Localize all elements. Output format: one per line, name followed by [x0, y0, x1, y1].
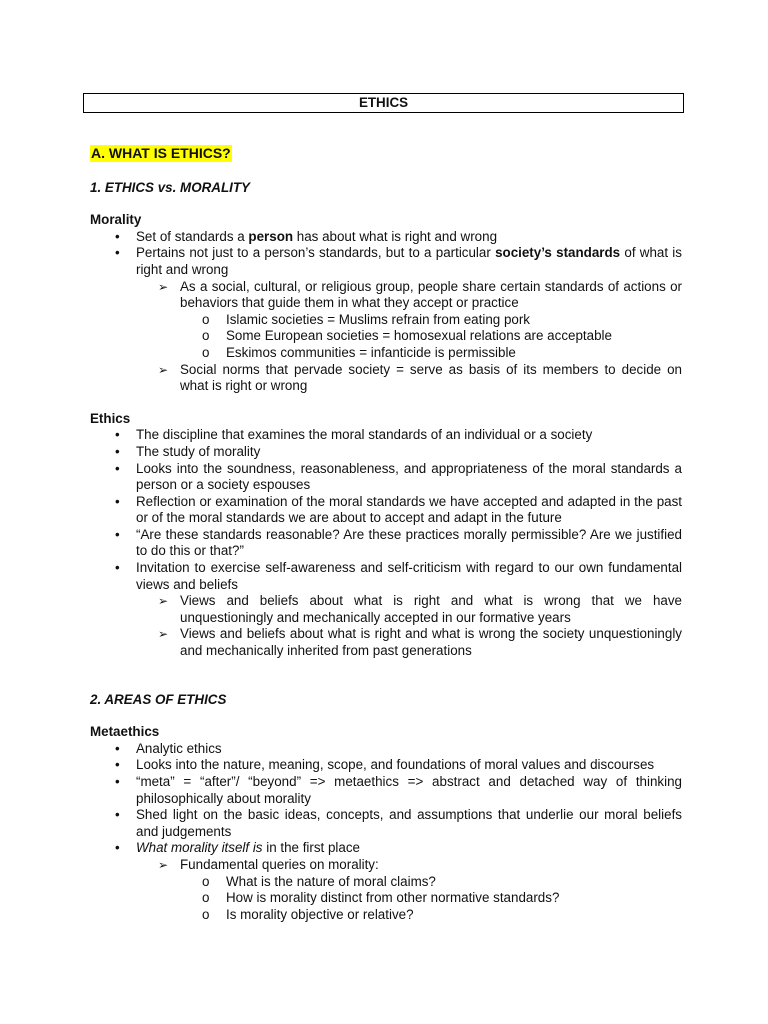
document-title: ETHICS: [83, 93, 684, 113]
circle-bullet-icon: o: [202, 344, 210, 360]
circle-bullet-icon: o: [202, 873, 210, 889]
arrow-bullet-icon: ➢: [158, 627, 169, 642]
list-item: • “Are these standards reasonable? Are these practices morally permissible? Are we justified to do this or that?”: [90, 527, 682, 560]
arrow-bullet-icon: ➢: [158, 857, 169, 872]
arrow-bullet-icon: ➢: [158, 279, 169, 294]
arrow-bullet-icon: ➢: [158, 362, 169, 377]
circle-bullet-icon: o: [202, 890, 210, 906]
list-item: • Shed light on the basic ideas, concepts, and assumptions that underlie our moral beliefs and judgements: [90, 807, 682, 840]
list-item: o Some European societies = homosexual relations are acceptable: [202, 328, 612, 344]
list-item: • Looks into the soundness, reasonableness, and appropriateness of the moral standards a person or a society espouses: [90, 461, 682, 494]
list-item: • The discipline that examines the moral standards of an individual or a society: [90, 427, 682, 444]
ethics-list: [90, 427, 682, 659]
list-item: ➢ Views and beliefs about what is right and what is wrong the society unquestioningly and mechanically inherited from past generations: [158, 626, 682, 659]
subsection-1-heading: 1. ETHICS vs. MORALITY: [90, 179, 250, 195]
list-item: o Is morality objective or relative?: [202, 906, 414, 922]
document-body: [90, 145, 682, 923]
ethics-heading: Ethics: [90, 410, 131, 426]
metaethics-heading: Metaethics: [90, 724, 160, 740]
list-item: • Looks into the nature, meaning, scope, and foundations of moral values and discourses: [90, 757, 682, 774]
arrow-bullet-icon: ➢: [158, 594, 169, 609]
list-item: • Reflection or examination of the moral standards we have accepted and adapted in the past or of the moral standards we are about to accept and adapt in the future: [90, 494, 682, 527]
list-item: ➢ Social norms that pervade society = serve as basis of its members to decide on what is right or wrong: [158, 361, 682, 394]
metaethics-list: [90, 741, 682, 924]
circle-bullet-icon: o: [202, 906, 210, 922]
morality-heading: Morality: [90, 212, 142, 228]
list-item: o Eskimos communities = infanticide is permissible: [202, 344, 516, 360]
list-item: • Pertains not just to a person’s standards, but to a particular society’s standards of what is right and wrong ➢ As a social, cultural, or religious group, people share certain standards of actions or behaviors that guide them in what they accept or practice o Islamic societies = Muslims refrain from eating pork o Some European societies = homosexual relations are acceptable o Eskimos communities = infanticide is permissible ➢ Social norms that pervade society = serve as basis of its members to decide on what is right or wrong: [90, 245, 682, 394]
list-item: ➢ Views and beliefs about what is right and what is wrong that we have unquestioningly and mechanically accepted in our formative years: [158, 593, 682, 625]
list-item: • Invitation to exercise self-awareness and self-criticism with regard to our own fundamental views and beliefs ➢ Views and beliefs about what is right and what is wrong that we have unquestioningly and mechanically accepted in our formative years ➢ Views and beliefs about what is right and what is wrong the society unquestioningly and mechanically inherited from past generations: [90, 560, 682, 660]
circle-bullet-icon: o: [202, 311, 210, 327]
list-item: o What is the nature of moral claims?: [202, 873, 436, 889]
morality-list: [90, 229, 682, 395]
list-item: ➢ As a social, cultural, or religious group, people share certain standards of actions or behaviors that guide them in what they accept or practice o Islamic societies = Muslims refrain from eating pork o Some European societies = homosexual relations are acceptable o Eskimos communities = infanticide is permissible: [158, 278, 682, 360]
list-item: o How is morality distinct from other normative standards?: [202, 890, 560, 906]
list-item: o Islamic societies = Muslims refrain from eating pork: [202, 311, 530, 327]
circle-bullet-icon: o: [202, 328, 210, 344]
list-item: • Analytic ethics: [90, 741, 682, 758]
list-item: • “meta” = “after”/ “beyond” => metaethics => abstract and detached way of thinking philosophically about morality: [90, 774, 682, 807]
list-item: • What morality itself is in the first place ➢ Fundamental queries on morality: o What is the nature of moral claims? o How is morality distinct from other normative standards? o Is morality objective or relative?: [90, 840, 682, 923]
section-a-heading: A. WHAT IS ETHICS?: [91, 145, 231, 161]
list-item: • The study of morality: [90, 444, 682, 461]
list-item: ➢ Fundamental queries on morality: o What is the nature of moral claims? o How is morality distinct from other normative standards? o Is morality objective or relative?: [180, 857, 682, 923]
subsection-2-heading: 2. AREAS OF ETHICS: [90, 691, 227, 707]
list-item: • Set of standards a person has about what is right and wrong: [90, 229, 682, 246]
